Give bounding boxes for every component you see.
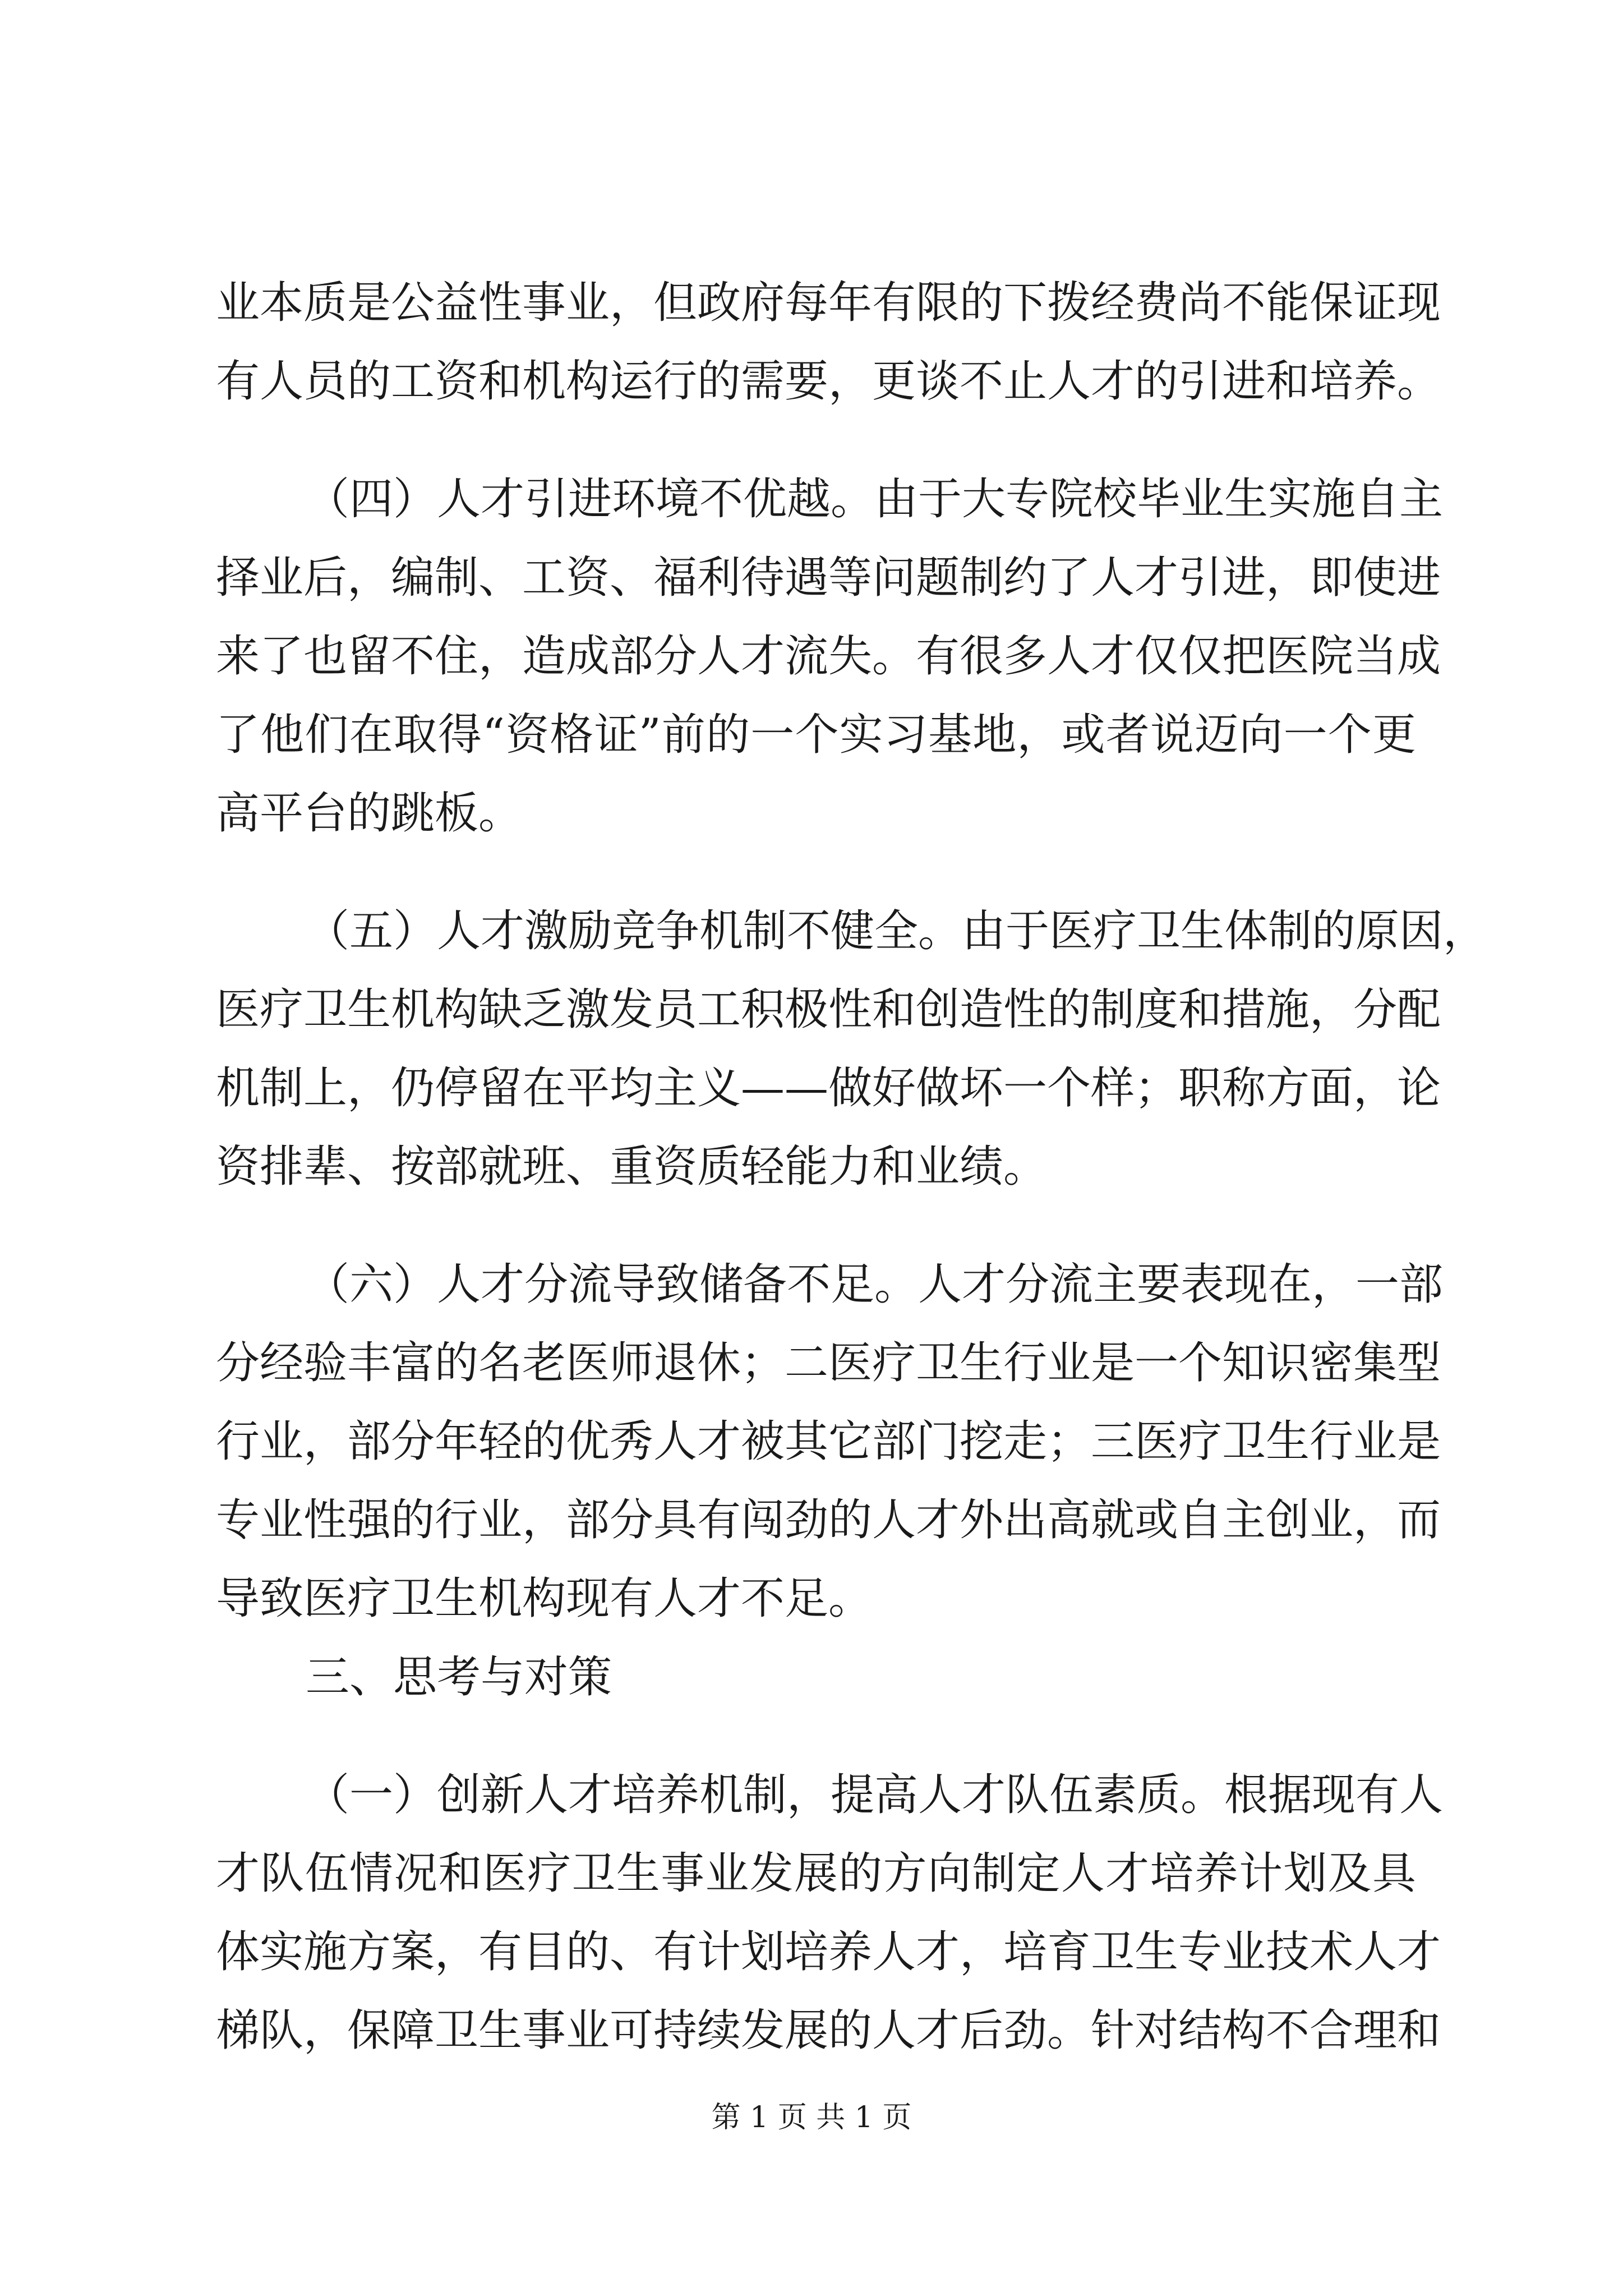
text-line-8: （五）人才激励竞争机制不健全。由于医疗卫生体制的原因， <box>306 906 1487 956</box>
text-line-2: 有人员的工资和机构运行的需要，更谈不止人才的引进和培养。 <box>216 356 1441 407</box>
text-line-18: （一）创新人才培养机制，提高人才队伍素质。根据现有人 <box>306 1770 1444 1820</box>
text-line-13: 分经验丰富的名老医师退休；二医疗卫生行业是一个知识密集型 <box>216 1338 1441 1388</box>
text-line-4: 择业后，编制、工资、福利待遇等问题制约了人才引进，即使进 <box>216 553 1441 603</box>
text-line-19: 才队伍情况和医疗卫生事业发展的方向制定人才培养计划及具 <box>216 1848 1416 1899</box>
page-footer: 第 1 页 共 1 页 <box>711 2101 912 2134</box>
section-heading: 三、思考与对策 <box>306 1652 612 1703</box>
text-line-20: 体实施方案，有目的、有计划培养人才，培育卫生专业技术人才 <box>216 1927 1441 1977</box>
text-line-9: 医疗卫生机构缺乏激发员工积极性和创造性的制度和措施，分配 <box>216 984 1441 1035</box>
text-line-12: （六）人才分流导致储备不足。人才分流主要表现在，一部 <box>306 1259 1444 1310</box>
text-line-10: 机制上，仍停留在平均主义——做好做坏一个样；职称方面，论 <box>216 1063 1441 1114</box>
text-line-3: （四）人才引进环境不优越。由于大专院校毕业生实施自主 <box>306 474 1444 524</box>
text-line-7: 高平台的跳板。 <box>216 788 523 839</box>
text-line-16: 导致医疗卫生机构现有人才不足。 <box>216 1573 873 1624</box>
text-line-1: 业本质是公益性事业，但政府每年有限的下拨经费尚不能保证现 <box>216 278 1441 328</box>
text-line-14: 行业，部分年轻的优秀人才被其它部门挖走；三医疗卫生行业是 <box>216 1416 1441 1467</box>
text-line-5: 来了也留不住，造成部分人才流失。有很多人才仅仅把医院当成 <box>216 631 1441 682</box>
text-line-11: 资排辈、按部就班、重资质轻能力和业绩。 <box>216 1142 1048 1192</box>
text-line-15: 专业性强的行业，部分具有闯劲的人才外出高就或自主创业，而 <box>216 1495 1441 1545</box>
text-line-6: 了他们在取得“资格证”前的一个实习基地，或者说迈向一个更 <box>216 710 1416 760</box>
text-line-21: 梯队，保障卫生事业可持续发展的人才后劲。针对结构不合理和 <box>216 2005 1441 2056</box>
